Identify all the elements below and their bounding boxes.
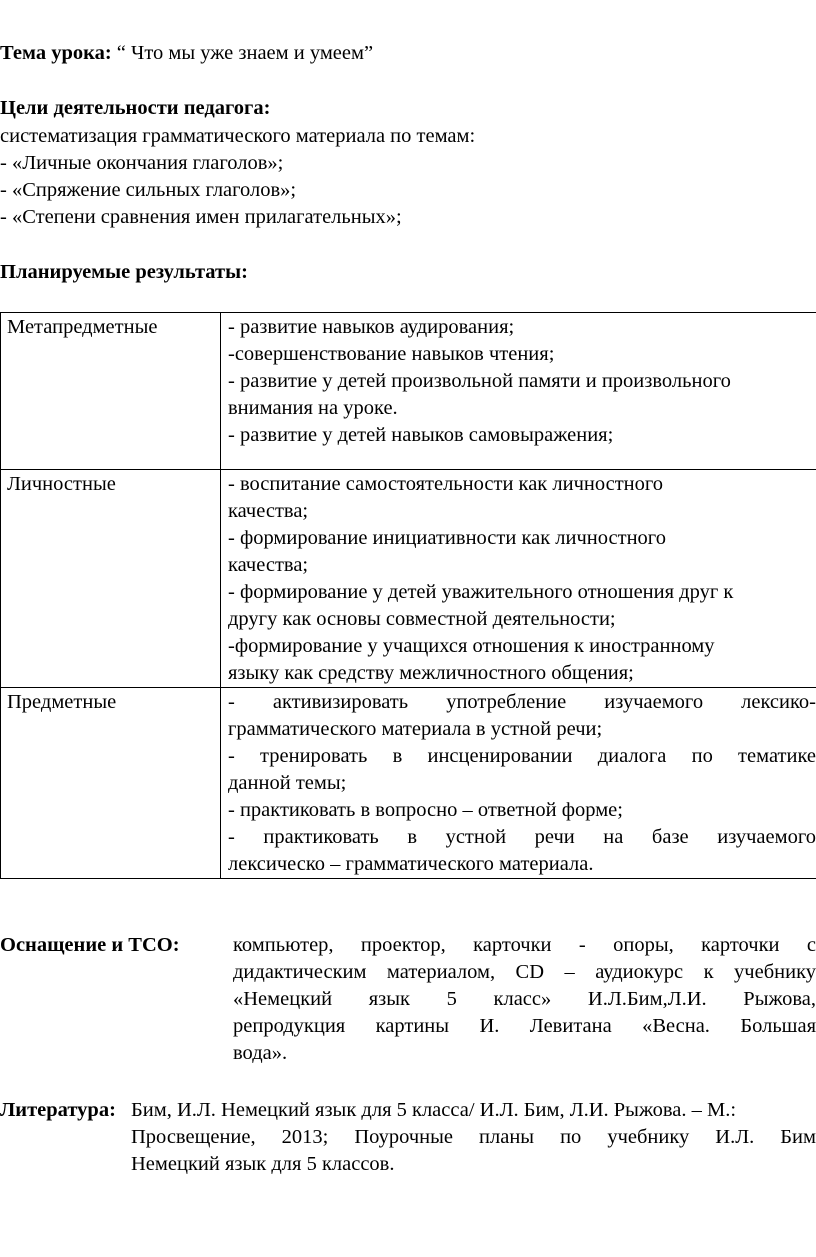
teacher-goals-item: - «Спряжение сильных глаголов»;: [0, 179, 297, 201]
planned-results-heading: Планируемые результаты:: [0, 261, 248, 283]
result-line: внимания на уроке.: [228, 397, 398, 419]
result-line: - формирование у детей уважительного отношения друг к: [228, 581, 734, 603]
result-category-content: [221, 470, 816, 688]
result-line: языку как средству межличностного общения;: [228, 662, 634, 684]
result-line: - активизировать употребление изучаемого лексико-: [228, 691, 816, 713]
result-line: - тренировать в инсценировании диалога по тематике: [228, 745, 816, 767]
result-line: - развитие навыков аудирования;: [228, 316, 515, 338]
result-line: качества;: [228, 554, 309, 576]
literature-line: Бим, И.Л. Немецкий язык для 5 класса/ И.Л. Бим, Л.И. Рыжова. – М.:: [131, 1099, 737, 1121]
equipment-line: «Немецкий язык 5 класс» И.Л.Бим,Л.И. Рыжова,: [233, 988, 816, 1010]
result-line: лексическо – грамматического материала.: [228, 853, 594, 875]
result-category-label: Личностные: [1, 470, 221, 688]
result-line: - воспитание самостоятельности как личностного: [228, 473, 664, 495]
result-line: - формирование инициативности как личностного: [228, 527, 666, 549]
result-category-label: Метапредметные: [1, 313, 221, 470]
lesson-topic: [0, 40, 373, 67]
lesson-topic-label: Тема урока:: [0, 42, 112, 64]
equipment-line: дидактическим материалом, CD – аудиокурс к учебнику: [233, 961, 816, 983]
literature-line: Немецкий язык для 5 классов.: [131, 1153, 395, 1175]
result-category-content: [221, 313, 816, 470]
equipment-text: [233, 932, 816, 1067]
result-line: другу как основы совместной деятельности;: [228, 608, 616, 630]
result-line: качества;: [228, 500, 309, 522]
lesson-topic-value: “ Что мы уже знаем и умеем”: [111, 42, 374, 64]
literature-line: Просвещение, 2013; Поурочные планы по учебнику И.Л. Бим: [131, 1126, 816, 1148]
result-category-label: Предметные: [1, 688, 221, 879]
equipment-line: репродукция картины И. Левитана «Весна. Большая: [233, 1015, 816, 1037]
equipment-line: вода».: [233, 1042, 288, 1064]
result-line: - развитие у детей навыков самовыражения;: [228, 424, 614, 446]
result-line: данной темы;: [228, 772, 347, 794]
planned-results-table: [0, 312, 816, 879]
result-line: -совершенствование навыков чтения;: [228, 343, 555, 365]
teacher-goals-item: - «Личные окончания глаголов»;: [0, 152, 284, 174]
equipment-label: Оснащение и ТСО:: [0, 934, 180, 956]
table-row: [1, 688, 816, 879]
teacher-goals-heading: Цели деятельности педагога:: [0, 97, 271, 119]
teacher-goals-item: - «Степени сравнения имен прилагательных»;: [0, 206, 402, 228]
table-row: [1, 470, 816, 688]
teacher-goals-intro: систематизация грамматического материала по темам:: [0, 125, 476, 147]
literature-label: Литература:: [0, 1099, 116, 1121]
result-category-content: [221, 688, 816, 879]
result-line: - практиковать в устной речи на базе изучаемого: [228, 826, 816, 848]
result-line: грамматического материала в устной речи;: [228, 718, 603, 740]
equipment-line: компьютер, проектор, карточки - опоры, карточки с: [233, 934, 816, 956]
result-line: -формирование у учащихся отношения к иностранному: [228, 635, 715, 657]
table-row: [1, 313, 816, 470]
result-line: - развитие у детей произвольной памяти и произвольного: [228, 370, 731, 392]
result-line: - практиковать в вопросно – ответной форме;: [228, 799, 623, 821]
